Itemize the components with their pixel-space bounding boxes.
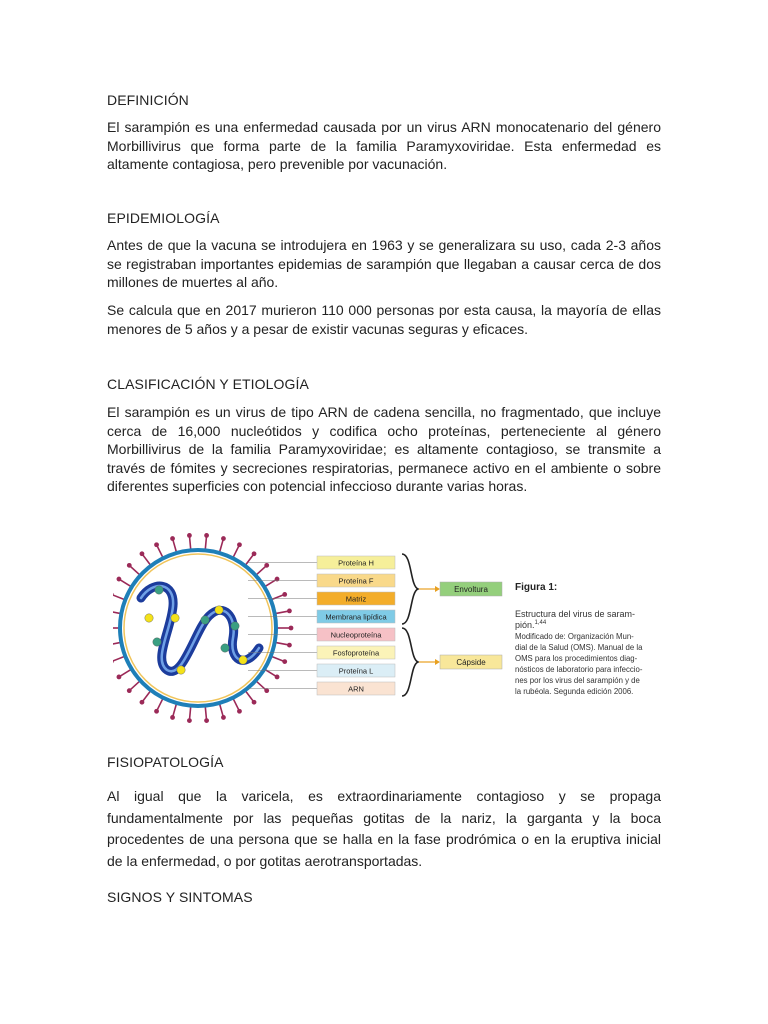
spike-head (204, 718, 209, 723)
label-text: Proteína H (338, 558, 374, 568)
bracket (402, 554, 418, 624)
spike-head (127, 688, 132, 693)
spike-head (140, 700, 145, 705)
polymerase-dot (177, 666, 185, 674)
spike-head (287, 643, 292, 648)
label-text: Matriz (345, 594, 367, 604)
heading-fisiopatologia: FISIOPATOLOGÍA (107, 754, 224, 770)
definicion-paragraph: El sarampión es una enfermedad causada por un virus ARN monocatenario del género Morbillivirus que forma parte de la familia Paramyxoviridae. Esta enfermedad es altamente contagiosa, pero prevenible por vacunación. (107, 119, 661, 173)
spike-head (221, 536, 226, 541)
caption-body-line: nósticos de laboratorio para infeccio- (515, 665, 643, 674)
spike-head (252, 700, 257, 705)
spike-head (237, 709, 242, 714)
figure-caption (515, 582, 643, 696)
spike-head (264, 688, 269, 693)
polymerase-dot (145, 614, 153, 622)
spike-head (127, 563, 132, 568)
label-text: Proteína F (338, 576, 374, 586)
phosphoprotein-dot (231, 622, 239, 630)
spike-head (282, 592, 287, 597)
polymerase-dot (171, 614, 179, 622)
fisiopatologia-paragraph: Al igual que la varicela, es extraordinariamente contagioso y se propaga fundamentalmente por las pequeñas gotitas de la nariz, la garganta y la boca procedentes de una persona que se halla en la fase prodrómica o en la eruptiva inicial de la enfermedad, o por gotitas aerotransportadas. (107, 788, 661, 869)
label-text: ARN (348, 684, 364, 694)
label-text: Fosfoproteína (332, 648, 380, 658)
phosphoprotein-dot (155, 586, 163, 594)
group-label: Envoltura (454, 585, 488, 594)
polymerase-dot (215, 606, 223, 614)
spike-head (275, 675, 280, 680)
phosphoprotein-dot (201, 616, 209, 624)
label-text: Membrana lipídica (325, 612, 387, 622)
spike-head (154, 542, 159, 547)
figure-caption-title: Figura 1: (515, 582, 558, 593)
epidemiologia-paragraph-2: Se calcula que en 2017 murieron 110 000 personas por esta causa, la mayoría de ellas menores de 5 años y a pesar de existir vacunas seguras y eficaces. (107, 302, 661, 337)
spike-head (221, 715, 226, 720)
caption-body-line: la rubéola. Segunda edición 2006. (515, 687, 634, 696)
clasificacion-paragraph: El sarampión es un virus de tipo ARN de cadena sencilla, no fragmentado, que incluye cerca de 16,000 nucleótidos y codifica ocho proteínas, perteneciente al género Morbillivirus de la familia Paramyxoviridae; es altamente contagioso, se transmite a través de fómites y secreciones respiratorias, permanece activo en el ambiente o sobre diferentes superficies con potencial infeccioso durante varias horas. (107, 404, 661, 495)
virus-diagram (113, 533, 293, 723)
spike-head (140, 551, 145, 556)
spike-head (170, 536, 175, 541)
spike-head (117, 577, 122, 582)
phosphoprotein-dot (153, 638, 161, 646)
spike-head (187, 533, 192, 538)
arrow-head (435, 659, 440, 665)
heading-clasificacion: CLASIFICACIÓN Y ETIOLOGÍA (107, 376, 309, 392)
group-label: Cápside (456, 658, 486, 667)
measles-virus-figure (113, 520, 713, 745)
figure-caption-body (515, 632, 643, 696)
heading-definicion: DEFINICIÓN (107, 92, 189, 108)
figure-caption-line2-text: pión. (515, 620, 535, 630)
figure-caption-line1: Estructura del virus de saram- (515, 609, 636, 619)
spike-head (154, 709, 159, 714)
bracket (402, 628, 418, 696)
caption-body-line: nes por los virus del sarampión y de (515, 676, 640, 685)
figure-caption-sup: 1,44 (534, 620, 547, 626)
figure-brackets (402, 554, 502, 696)
spike-head (287, 609, 292, 614)
phosphoprotein-dot (221, 644, 229, 652)
spike-head (289, 626, 294, 631)
spike-head (252, 551, 257, 556)
caption-body-line: OMS para los procedimientos diag- (515, 654, 638, 663)
spike (113, 594, 125, 599)
spike-head (237, 542, 242, 547)
polymerase-dot (239, 656, 247, 664)
heading-signos: SIGNOS Y SINTOMAS (107, 889, 253, 905)
label-text: Proteína L (338, 666, 374, 676)
spike (113, 656, 125, 661)
spike-head (264, 563, 269, 568)
spike-head (204, 533, 209, 538)
spike-head (187, 718, 192, 723)
spike-head (282, 659, 287, 664)
figure-caption-line2 (515, 620, 547, 630)
heading-epidemiologia: EPIDEMIOLOGÍA (107, 210, 220, 226)
spike-head (170, 715, 175, 720)
epidemiologia-paragraph-1: Antes de que la vacuna se introdujera en 1963 y se generalizara su uso, cada 2-3 años se registraban importantes epidemias de sarampión que llegaban a causar cerca de dos millones de muertes al año. (107, 237, 661, 291)
spike-head (117, 675, 122, 680)
caption-body-line: dial de la Salud (OMS). Manual de la (515, 643, 643, 652)
arrow-head (435, 586, 440, 592)
label-text: Nucleoproteína (330, 630, 382, 640)
caption-body-line: Modificado de: Organización Mun- (515, 632, 634, 641)
